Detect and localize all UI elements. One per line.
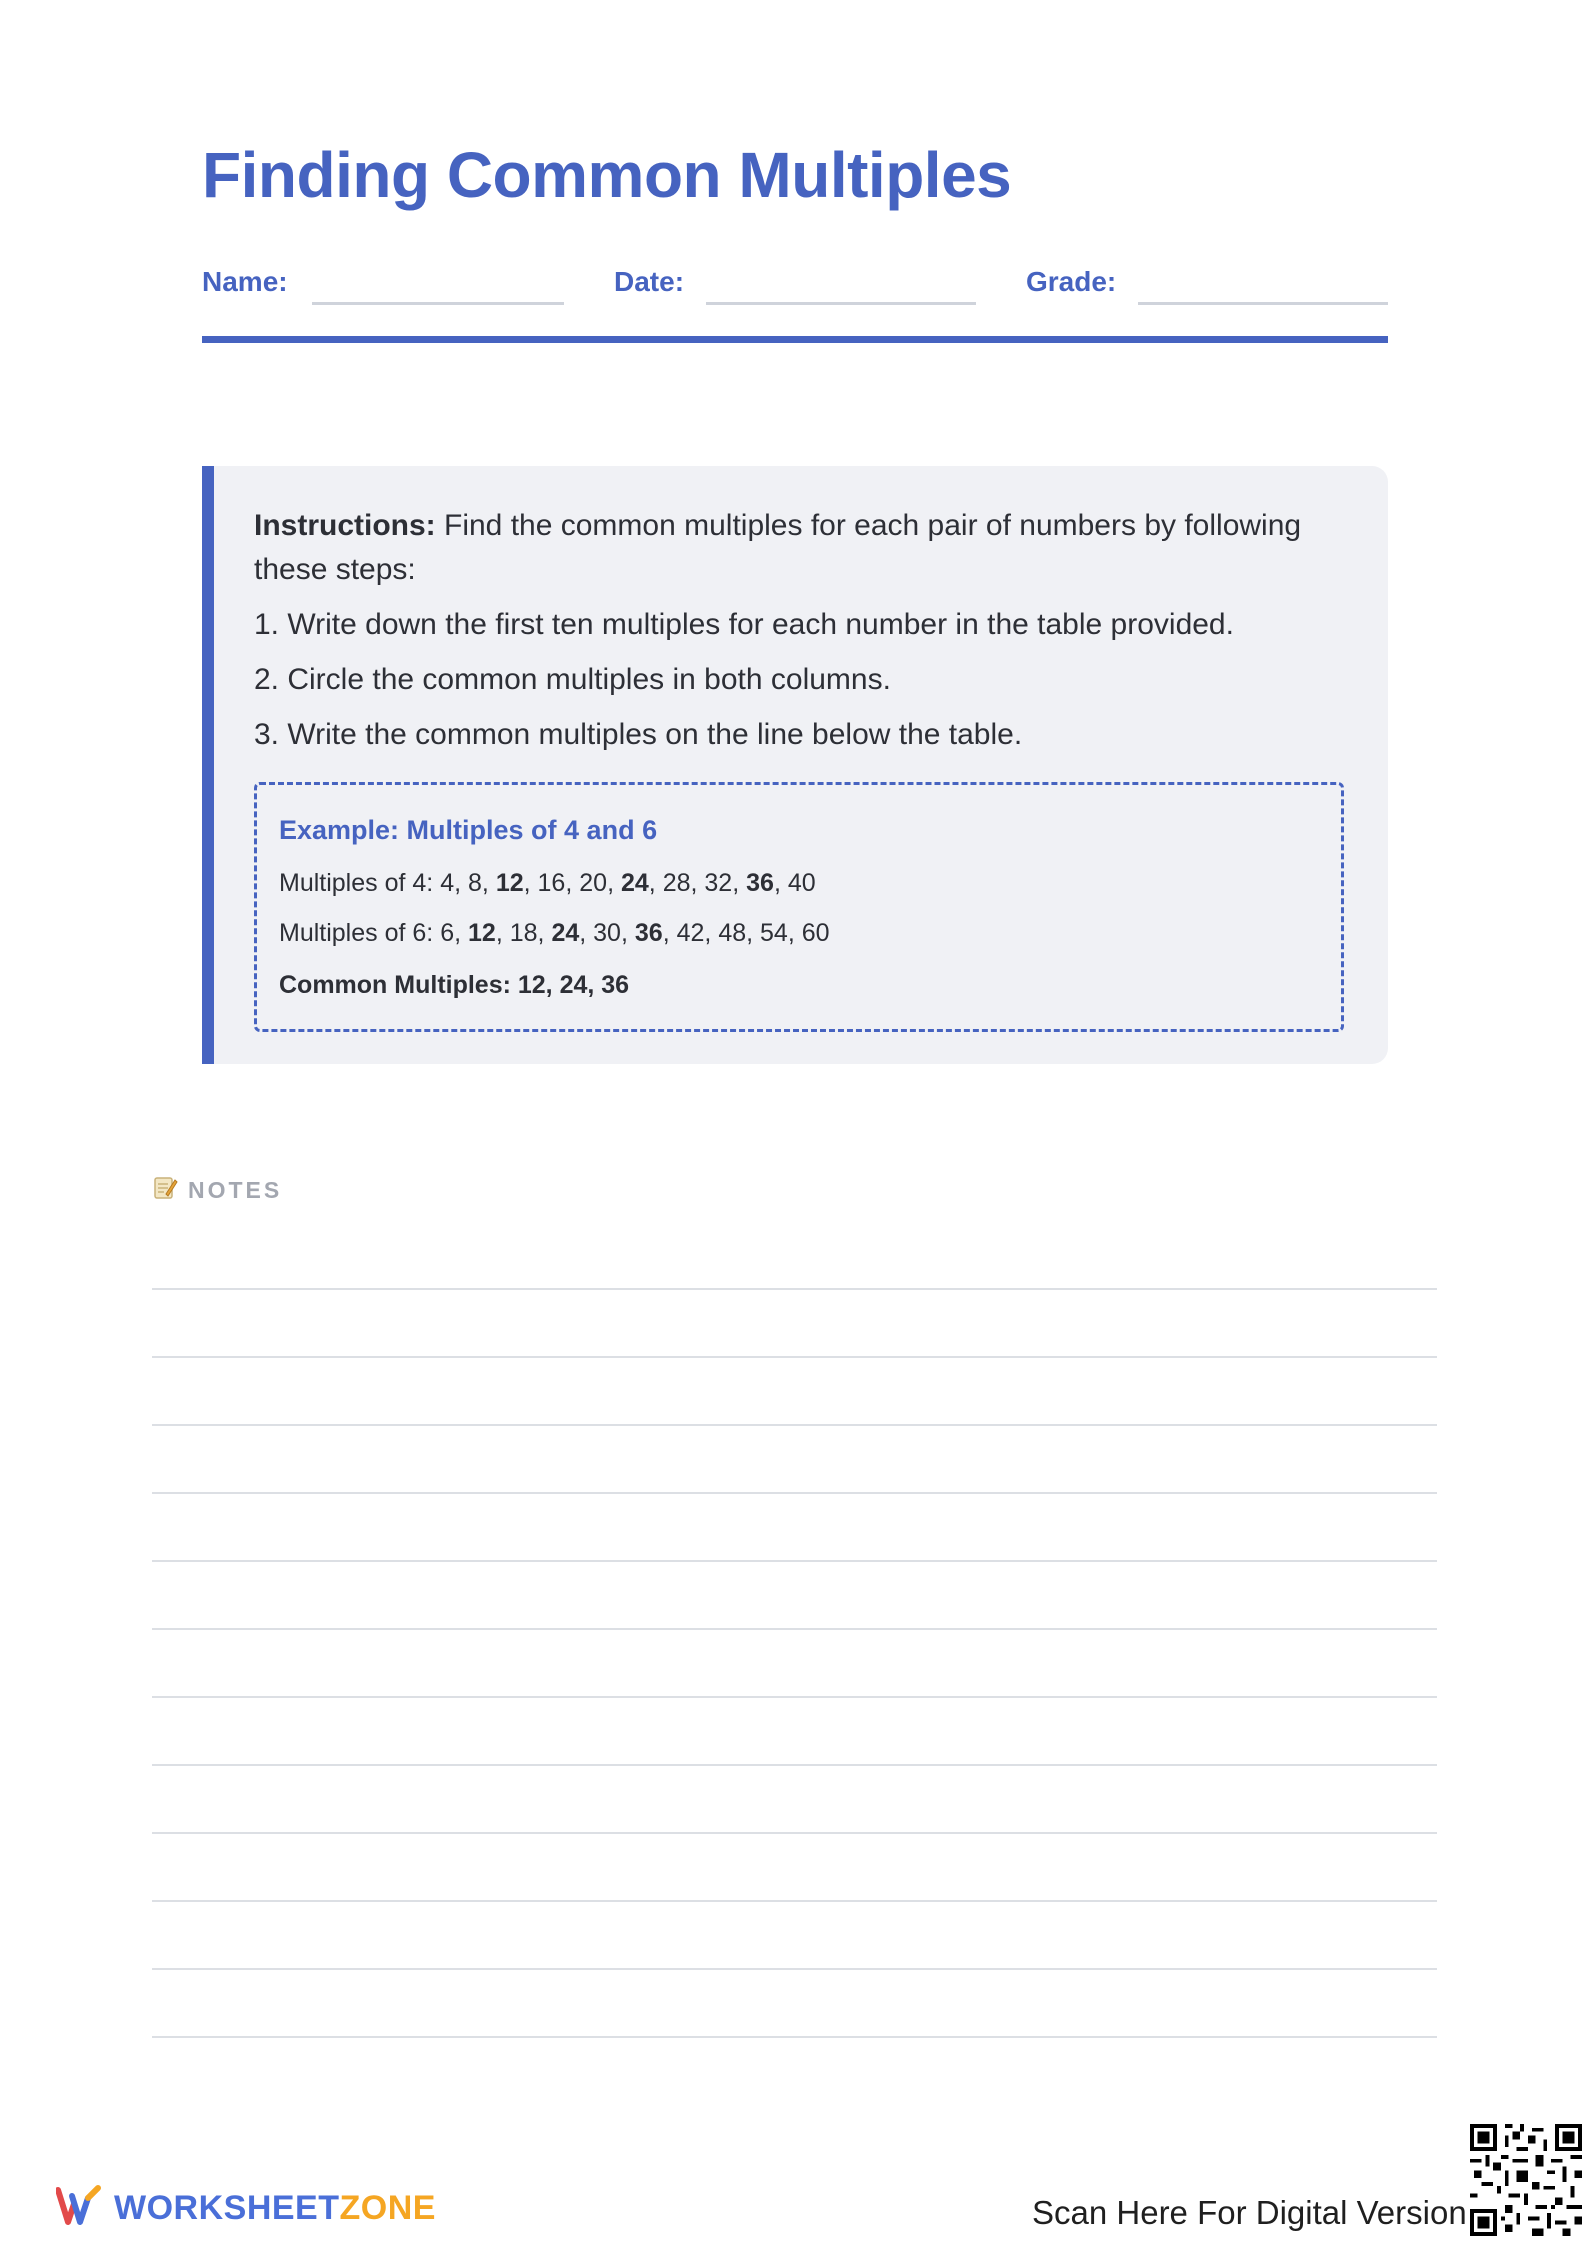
brand-logo xyxy=(56,2184,436,2233)
common-multiple-value: 12 xyxy=(468,919,496,947)
notes-label: NOTES xyxy=(188,1176,283,1203)
brand-name-part1: WORKSHEET xyxy=(114,2189,340,2227)
instructions-lead: Instructions: xyxy=(254,509,436,542)
date-field-line[interactable] xyxy=(706,302,976,305)
scan-caption: Scan Here For Digital Version xyxy=(1032,2194,1467,2231)
grade-field-line[interactable] xyxy=(1138,302,1388,305)
multiple-value: 6 xyxy=(440,919,455,947)
notes-line[interactable] xyxy=(152,1492,1437,1494)
name-field-line[interactable] xyxy=(312,302,564,305)
name-label: Name: xyxy=(202,266,288,297)
worksheetzone-logo-icon xyxy=(56,2184,102,2233)
notes-line[interactable] xyxy=(152,1696,1437,1698)
multiple-value: 48 xyxy=(718,919,747,947)
multiple-value: 32 xyxy=(704,869,733,897)
multiple-value: 16 xyxy=(537,869,566,897)
multiple-value: 40 xyxy=(787,869,816,897)
multiple-value: 4 xyxy=(440,869,455,897)
header-divider xyxy=(202,336,1388,343)
instructions-panel xyxy=(202,466,1388,1064)
notes-line[interactable] xyxy=(152,1900,1437,1902)
notes-header xyxy=(152,1174,282,1206)
grade-label: Grade: xyxy=(1026,266,1117,297)
multiple-value: 20 xyxy=(579,869,608,897)
multiple-value: 30 xyxy=(593,919,621,947)
example-row-prefix: Multiples of 4: xyxy=(279,869,441,897)
common-multiple-value: 36 xyxy=(746,869,774,897)
notes-line[interactable] xyxy=(152,2036,1437,2038)
multiple-value: 54 xyxy=(760,919,788,947)
worksheet-title: Finding Common Multiples xyxy=(202,139,1012,211)
example-title: Example: Multiples of 4 and 6 xyxy=(279,815,658,845)
instructions-intro xyxy=(254,504,1334,592)
brand-name xyxy=(114,2189,436,2228)
date-label: Date: xyxy=(614,266,685,297)
common-multiple-value: 24 xyxy=(551,919,580,947)
example-row-prefix: Multiples of 6: xyxy=(279,919,441,947)
common-multiple-value: 24 xyxy=(620,869,649,897)
multiple-value: 28 xyxy=(662,869,691,897)
notes-line[interactable] xyxy=(152,1968,1437,1970)
multiple-value: 60 xyxy=(801,919,830,947)
example-box xyxy=(254,782,1344,1032)
notes-line[interactable] xyxy=(152,1832,1437,1834)
memo-icon xyxy=(152,1174,178,1206)
qr-code-icon[interactable] xyxy=(1470,2124,1582,2236)
instructions-accent-bar xyxy=(202,466,214,1064)
instructions-lead-text: Find the common multiples for each pair of numbers by following these steps: xyxy=(254,509,1302,586)
example-multiples-of-6: Multiples of 6: 6, 12, 18, 24, 30, 36, 42, 48, 54, 60 xyxy=(279,919,830,947)
example-common-multiples: Common Multiples: 12, 24, 36 xyxy=(279,971,630,999)
instruction-step-3: 3. Write the common multiples on the line below the table. xyxy=(254,718,1023,751)
brand-name-part2: ZONE xyxy=(339,2189,436,2227)
multiple-value: 8 xyxy=(468,869,482,897)
notes-line[interactable] xyxy=(152,1356,1437,1358)
common-multiple-value: 12 xyxy=(495,869,524,897)
multiple-value: 18 xyxy=(509,919,538,947)
instruction-step-2: 2. Circle the common multiples in both columns. xyxy=(254,663,891,696)
instruction-step-1: 1. Write down the first ten multiples for each number in the table provided. xyxy=(254,608,1234,641)
multiple-value: 42 xyxy=(676,919,705,947)
notes-line[interactable] xyxy=(152,1288,1437,1290)
common-multiple-value: 36 xyxy=(634,919,663,947)
notes-line[interactable] xyxy=(152,1560,1437,1562)
notes-line[interactable] xyxy=(152,1424,1437,1426)
notes-line[interactable] xyxy=(152,1764,1437,1766)
notes-line[interactable] xyxy=(152,1628,1437,1630)
example-multiples-of-4: Multiples of 4: 4, 8, 12, 16, 20, 24, 28, 32, 36, 40 xyxy=(279,869,816,897)
